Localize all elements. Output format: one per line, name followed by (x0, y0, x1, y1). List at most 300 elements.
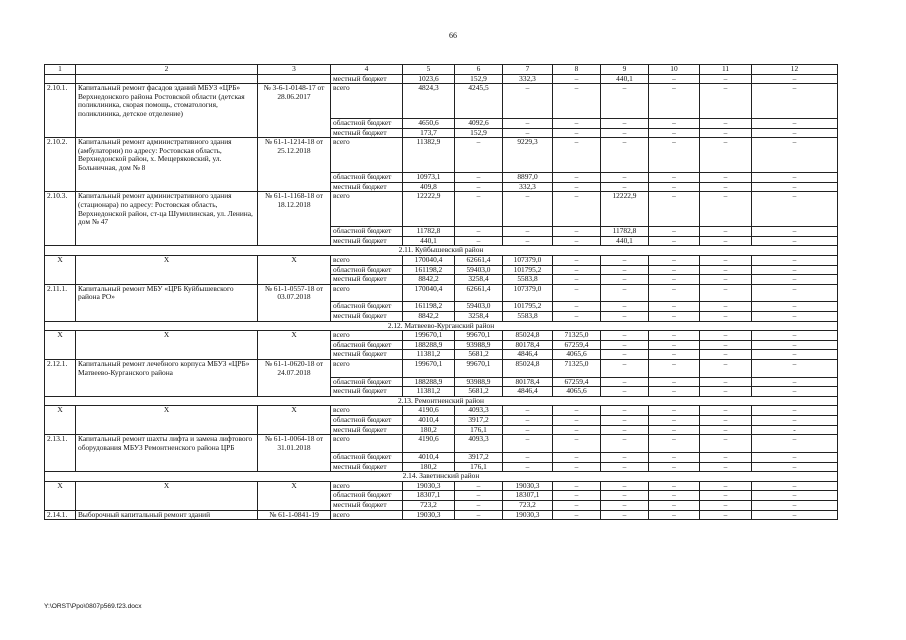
table-cell: Капитальный ремонт лечебного корпуса МБУЗ «ЦРБ» Матвеево-Курганского района (76, 360, 258, 378)
table-cell: 4093,3 (455, 435, 503, 453)
table-cell: – (649, 435, 700, 453)
table-cell: – (553, 119, 601, 129)
table-cell: Выборочный капитальный ремонт зданий (76, 510, 258, 520)
table-cell: – (455, 192, 503, 227)
table-cell: 4846,4 (503, 350, 553, 360)
table-cell: – (752, 435, 838, 453)
table-cell: – (503, 462, 553, 472)
table-cell: 188288,9 (403, 377, 455, 387)
table-cell: 173,7 (403, 128, 455, 138)
table-cell: – (700, 491, 752, 501)
table-cell: 8842,2 (403, 275, 455, 285)
table-cell: – (553, 182, 601, 192)
table-cell: – (455, 227, 503, 237)
table-row (45, 138, 838, 173)
table-cell (45, 491, 76, 501)
table-cell: – (752, 128, 838, 138)
column-header: 3 (258, 65, 331, 75)
table-cell (258, 173, 331, 183)
table-cell: – (455, 491, 503, 501)
table-cell (258, 236, 331, 246)
table-cell: – (752, 462, 838, 472)
table-cell: 67259,4 (553, 340, 601, 350)
table-row (45, 275, 838, 285)
table-cell (76, 425, 258, 435)
table-cell: 2.14.1. (45, 510, 76, 520)
table-cell: – (601, 173, 649, 183)
table-cell: Х (45, 481, 76, 491)
table-cell: – (601, 435, 649, 453)
table-cell: – (752, 173, 838, 183)
table-cell: 4824,3 (403, 84, 455, 119)
table-cell: 9229,3 (503, 138, 553, 173)
table-cell: – (553, 255, 601, 265)
table-cell: – (503, 406, 553, 416)
table-cell: – (700, 360, 752, 378)
table-cell: – (649, 119, 700, 129)
table-row (45, 416, 838, 426)
table-cell: 2.10.3. (45, 192, 76, 227)
table-row (45, 491, 838, 501)
table-cell (76, 416, 258, 426)
table-cell: – (601, 138, 649, 173)
table-cell: областной бюджет (331, 340, 403, 350)
table-cell: – (700, 481, 752, 491)
section-row (45, 396, 838, 406)
table-cell: 409,8 (403, 182, 455, 192)
table-cell: 5583,8 (503, 275, 553, 285)
table-cell: – (700, 284, 752, 302)
table-cell (76, 275, 258, 285)
table-cell: – (752, 377, 838, 387)
table-cell (76, 340, 258, 350)
table-cell: 152,9 (455, 74, 503, 84)
table-row (45, 255, 838, 265)
footer-file-path: Y:\ORST\Ppo\0807p569.f23.docx (44, 603, 142, 610)
table-cell: – (503, 435, 553, 453)
table-row (45, 452, 838, 462)
table-cell: – (752, 500, 838, 510)
table-cell: – (553, 284, 601, 302)
table-cell: 8897,0 (503, 173, 553, 183)
table-cell: 101795,2 (503, 302, 553, 312)
table-cell: 170040,4 (403, 284, 455, 302)
table-cell: – (700, 350, 752, 360)
table-cell: – (601, 350, 649, 360)
table-cell: областной бюджет (331, 119, 403, 129)
table-cell: – (601, 331, 649, 341)
table-cell: № 61-1-1168-18 от 18.12.2018 (258, 192, 331, 227)
table-cell: областной бюджет (331, 173, 403, 183)
table-cell: 723,2 (403, 500, 455, 510)
table-cell: 11782,8 (601, 227, 649, 237)
table-cell: 161198,2 (403, 265, 455, 275)
table-cell: – (700, 128, 752, 138)
table-cell: 80178,4 (503, 340, 553, 350)
table-cell (258, 350, 331, 360)
table-cell: – (553, 491, 601, 501)
table-cell: 176,1 (455, 462, 503, 472)
table-cell: областной бюджет (331, 302, 403, 312)
table-cell: всего (331, 406, 403, 416)
table-cell (45, 119, 76, 129)
column-header: 1 (45, 65, 76, 75)
table-cell: – (649, 255, 700, 265)
table-row (45, 350, 838, 360)
table-cell: – (700, 331, 752, 341)
table-cell: – (649, 302, 700, 312)
table-cell: – (752, 481, 838, 491)
table-cell: – (700, 192, 752, 227)
table-row (45, 173, 838, 183)
table-cell: 1023,6 (403, 74, 455, 84)
table-cell: 4010,4 (403, 452, 455, 462)
table-cell: 67259,4 (553, 377, 601, 387)
table-cell: – (649, 510, 700, 520)
table-cell: Капитальный ремонт административного здания (амбулатории) по адресу: Ростовская область, Верхнедонской район, х. Мещеряковский, ул. Больничная, дом № 8 (76, 138, 258, 173)
table-cell: 19030,3 (403, 481, 455, 491)
table-cell: – (649, 406, 700, 416)
table-cell: 4093,3 (455, 406, 503, 416)
table-cell (76, 74, 258, 84)
table-cell (258, 265, 331, 275)
table-cell: 19030,3 (403, 510, 455, 520)
table-row (45, 182, 838, 192)
table-cell: местный бюджет (331, 500, 403, 510)
table-cell: 59403,0 (455, 265, 503, 275)
table-cell: – (752, 236, 838, 246)
table-cell: 11381,2 (403, 387, 455, 397)
table-cell: 93988,9 (455, 340, 503, 350)
table-cell (76, 312, 258, 322)
table-cell: областной бюджет (331, 491, 403, 501)
table-cell: 2.11.1. (45, 284, 76, 302)
section-row (45, 321, 838, 331)
table-cell: – (553, 84, 601, 119)
table-cell (45, 425, 76, 435)
table-cell: – (503, 236, 553, 246)
table-cell: всего (331, 138, 403, 173)
table-cell: – (553, 227, 601, 237)
table-cell: – (752, 360, 838, 378)
table-row (45, 119, 838, 129)
table-cell: 4190,6 (403, 406, 455, 416)
table-cell (258, 425, 331, 435)
table-cell: – (553, 481, 601, 491)
table-cell: 199670,1 (403, 331, 455, 341)
table-row (45, 377, 838, 387)
table-cell: – (752, 406, 838, 416)
table-cell: всего (331, 255, 403, 265)
table-cell (258, 312, 331, 322)
table-cell: – (649, 312, 700, 322)
table-row (45, 481, 838, 491)
table-cell (45, 182, 76, 192)
table-cell: всего (331, 331, 403, 341)
table-cell: – (700, 275, 752, 285)
table-cell (76, 387, 258, 397)
table-cell: – (553, 435, 601, 453)
table-row (45, 128, 838, 138)
table-cell: – (752, 452, 838, 462)
table-cell: 440,1 (601, 236, 649, 246)
table-cell (258, 340, 331, 350)
table-cell: – (553, 192, 601, 227)
table-cell (258, 462, 331, 472)
table-cell (76, 227, 258, 237)
table-cell: всего (331, 360, 403, 378)
table-cell: 12222,9 (601, 192, 649, 227)
table-cell (45, 416, 76, 426)
table-cell: – (649, 74, 700, 84)
table-cell: № 61-1-1214-18 от 25.12.2018 (258, 138, 331, 173)
table-cell: № 61-1-0620-18 от 24.07.2018 (258, 360, 331, 378)
table-cell (45, 128, 76, 138)
table-cell (258, 491, 331, 501)
table-cell: – (601, 302, 649, 312)
table-cell: – (553, 425, 601, 435)
table-cell: 80178,4 (503, 377, 553, 387)
table-cell: – (601, 182, 649, 192)
table-cell: – (601, 265, 649, 275)
table-cell: 2.13.1. (45, 435, 76, 453)
table-cell: 3917,2 (455, 452, 503, 462)
budget-table (44, 64, 838, 520)
table-cell: – (601, 312, 649, 322)
table-cell: местный бюджет (331, 312, 403, 322)
table-cell (258, 500, 331, 510)
table-cell (45, 500, 76, 510)
table-cell: № 3-6-1-0148-17 от 28.06.2017 (258, 84, 331, 119)
table-cell (76, 173, 258, 183)
table-cell: – (601, 406, 649, 416)
column-header: 6 (455, 65, 503, 75)
table-cell: – (455, 173, 503, 183)
table-cell: 19030,3 (503, 481, 553, 491)
table-cell: – (553, 138, 601, 173)
table-cell: – (700, 387, 752, 397)
table-row (45, 500, 838, 510)
table-cell: 12222,9 (403, 192, 455, 227)
table-cell: 332,3 (503, 74, 553, 84)
column-header-row (45, 65, 838, 75)
table-cell: – (752, 331, 838, 341)
table-cell: – (601, 377, 649, 387)
table-row (45, 425, 838, 435)
table-row (45, 84, 838, 119)
table-cell: 4846,4 (503, 387, 553, 397)
table-cell (258, 182, 331, 192)
table-cell: 176,1 (455, 425, 503, 435)
table-cell: – (752, 284, 838, 302)
table-cell: Х (45, 331, 76, 341)
table-cell: 85024,8 (503, 331, 553, 341)
table-cell: – (700, 452, 752, 462)
table-cell: 5681,2 (455, 387, 503, 397)
table-cell (258, 74, 331, 84)
table-cell: Х (258, 406, 331, 416)
table-cell: всего (331, 284, 403, 302)
table-cell: – (649, 360, 700, 378)
table-cell: – (752, 138, 838, 173)
table-cell: – (649, 173, 700, 183)
table-cell: – (553, 128, 601, 138)
table-row (45, 192, 838, 227)
table-cell: – (601, 284, 649, 302)
table-cell: – (649, 192, 700, 227)
table-cell: – (649, 84, 700, 119)
table-cell: – (503, 192, 553, 227)
table-cell: 2.10.2. (45, 138, 76, 173)
table-cell: – (752, 312, 838, 322)
table-cell: – (700, 265, 752, 275)
table-cell: – (601, 360, 649, 378)
table-cell: Х (76, 481, 258, 491)
table-cell: – (700, 84, 752, 119)
table-cell: 107379,0 (503, 284, 553, 302)
table-cell: – (649, 500, 700, 510)
table-cell: – (752, 491, 838, 501)
table-cell: областной бюджет (331, 452, 403, 462)
column-header: 9 (601, 65, 649, 75)
table-cell: 85024,8 (503, 360, 553, 378)
table-cell: – (700, 173, 752, 183)
table-cell (45, 74, 76, 84)
table-cell: 188288,9 (403, 340, 455, 350)
table-cell: – (601, 510, 649, 520)
table-cell (45, 173, 76, 183)
table-cell: № 61-1-0841-19 (258, 510, 331, 520)
table-cell: – (752, 255, 838, 265)
table-cell: 93988,9 (455, 377, 503, 387)
table-cell: – (752, 387, 838, 397)
table-cell: – (553, 452, 601, 462)
table-cell: – (649, 284, 700, 302)
table-cell: Х (258, 331, 331, 341)
table-cell: – (700, 227, 752, 237)
table-cell: 4065,6 (553, 350, 601, 360)
table-cell: 59403,0 (455, 302, 503, 312)
table-cell: Капитальный ремонт фасадов зданий МБУЗ «ЦРБ» Верхнедонского района Ростовской области (детская поликлиника, скорая помощь, стоматология, поликлиника, детское отделение) (76, 84, 258, 119)
table-cell (45, 350, 76, 360)
table-cell (45, 452, 76, 462)
table-cell: – (503, 452, 553, 462)
table-cell (45, 227, 76, 237)
table-cell: – (553, 510, 601, 520)
table-cell: – (700, 510, 752, 520)
table-row (45, 462, 838, 472)
column-header: 4 (331, 65, 403, 75)
table-cell (45, 236, 76, 246)
table-cell: 332,3 (503, 182, 553, 192)
table-cell: 2.10.1. (45, 84, 76, 119)
table-cell: – (752, 340, 838, 350)
table-cell: Х (76, 255, 258, 265)
table-cell: – (455, 182, 503, 192)
table-cell: – (553, 406, 601, 416)
table-row (45, 406, 838, 416)
table-cell: местный бюджет (331, 425, 403, 435)
table-cell: – (601, 84, 649, 119)
table-cell: – (601, 425, 649, 435)
table-cell: Капитальный ремонт шахты лифта и замена лифтового оборудования МБУЗ Ремонтненского района ЦРБ (76, 435, 258, 453)
table-cell (76, 350, 258, 360)
table-cell: – (700, 74, 752, 84)
table-cell: 5583,8 (503, 312, 553, 322)
table-cell: местный бюджет (331, 462, 403, 472)
table-cell (258, 452, 331, 462)
table-row (45, 236, 838, 246)
table-cell (258, 377, 331, 387)
table-cell: – (601, 387, 649, 397)
table-cell: – (700, 255, 752, 265)
table-cell: 4010,4 (403, 416, 455, 426)
table-cell: 2.12.1. (45, 360, 76, 378)
table-row (45, 74, 838, 84)
table-cell: – (455, 481, 503, 491)
table-cell: Х (76, 331, 258, 341)
table-cell (258, 302, 331, 312)
table-cell: 199670,1 (403, 360, 455, 378)
table-cell: – (649, 128, 700, 138)
table-row (45, 227, 838, 237)
table-cell: 4065,6 (553, 387, 601, 397)
table-cell: всего (331, 84, 403, 119)
table-cell (45, 275, 76, 285)
table-cell: – (649, 340, 700, 350)
table-cell: – (700, 236, 752, 246)
column-header: 7 (503, 65, 553, 75)
table-cell (76, 377, 258, 387)
table-cell: Х (258, 481, 331, 491)
table-cell: – (649, 462, 700, 472)
table-cell (76, 128, 258, 138)
column-header: 12 (752, 65, 838, 75)
table-cell: – (455, 500, 503, 510)
section-title: 2.14. Заветинский район (45, 472, 838, 482)
table-cell: всего (331, 192, 403, 227)
table-cell: 71325,0 (553, 360, 601, 378)
section-title: 2.12. Матвеево-Курганский район (45, 321, 838, 331)
table-cell: – (752, 416, 838, 426)
table-cell: 152,9 (455, 128, 503, 138)
table-cell: – (700, 425, 752, 435)
table-cell (258, 128, 331, 138)
table-cell: – (700, 302, 752, 312)
table-cell: всего (331, 481, 403, 491)
table-cell: 11782,8 (403, 227, 455, 237)
table-cell: 11382,9 (403, 138, 455, 173)
table-row (45, 265, 838, 275)
table-cell: – (553, 265, 601, 275)
table-cell: – (455, 138, 503, 173)
table-cell (45, 312, 76, 322)
table-cell: 101795,2 (503, 265, 553, 275)
table-cell (258, 119, 331, 129)
table-cell: 4092,6 (455, 119, 503, 129)
table-cell: – (601, 255, 649, 265)
table-cell: – (553, 275, 601, 285)
table-cell: – (649, 452, 700, 462)
table-cell: № 61-1-0557-18 от 03.07.2018 (258, 284, 331, 302)
table-cell: – (553, 173, 601, 183)
table-cell: местный бюджет (331, 275, 403, 285)
table-cell: – (752, 350, 838, 360)
table-row (45, 387, 838, 397)
table-cell: местный бюджет (331, 182, 403, 192)
section-row (45, 472, 838, 482)
table-cell: – (649, 425, 700, 435)
